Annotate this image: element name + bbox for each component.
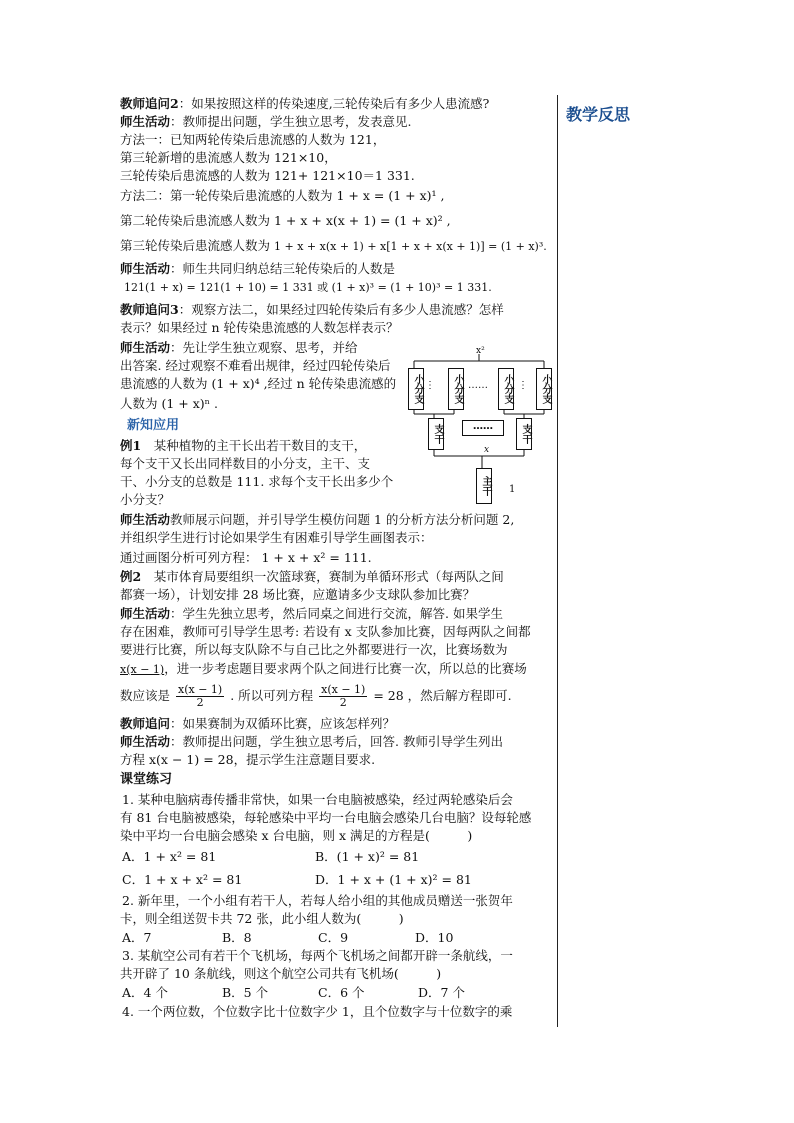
text: 第二轮传染后患流感人数为 xyxy=(120,213,271,228)
text: ：如果按照这样的传染速度,三轮传染后有多少人患流感? xyxy=(178,96,490,111)
x-squared-label: x² xyxy=(476,346,485,356)
method2-line2 xyxy=(120,213,451,229)
practice-1-option-b: B．(1 + x)² = 81 xyxy=(315,849,420,864)
text-post: ，然后解方程即可. xyxy=(407,688,512,703)
practice-3-option-a: A．4 个 xyxy=(122,985,168,1000)
practice-4-line1: 4. 一个两位数，个位数字比十位数字少 1，且个位数字与十位数字的乘 xyxy=(122,1004,513,1019)
branch-box-1: 支干 xyxy=(428,418,444,450)
one-label: 1 xyxy=(509,484,516,495)
text: 通过画图分析可列方程： xyxy=(120,550,258,565)
label: 例2 xyxy=(120,569,142,584)
text-post: ，提示学生注意题目要求. xyxy=(233,752,376,767)
sidebar-title: 教学反思 xyxy=(566,105,631,124)
text: ：观察方法二，如果经过四轮传染后有多少人患流感？怎样 xyxy=(178,302,504,317)
text: ：教师提出问题，学生独立思考，发表意见. xyxy=(170,114,412,129)
label: 教师追问3 xyxy=(120,302,179,317)
method1-line2: 第三轮新增的患流感人数为 121×10， xyxy=(120,150,337,165)
equation-rhs: = 28 xyxy=(373,688,404,703)
formula: x(x − 1) xyxy=(120,663,165,676)
numerator: x(x − 1) xyxy=(178,683,223,696)
activity-5-line5 xyxy=(120,683,512,709)
activity-5-line4 xyxy=(120,661,527,678)
formula: 1 + x + x² = 111. xyxy=(261,550,372,565)
text: 某市体育局要组织一次篮球赛，赛制为单循环形式（每两队之间 xyxy=(141,569,504,584)
label: 师生活动 xyxy=(120,512,171,527)
activity-5-line3: 要进行比赛，所以每支队除不与自己比之外都要进行一次，比赛场数为 xyxy=(120,642,508,657)
denominator: 2 xyxy=(196,696,204,709)
text: ：师生共同归纳总结三轮传染后的人数是 xyxy=(170,261,396,276)
example-1-line4: 小分支？ xyxy=(120,492,171,507)
small-branch-box-4: 小分支 xyxy=(536,368,552,410)
activity-3 xyxy=(120,340,358,356)
label: 师生活动 xyxy=(120,261,171,276)
formula: x(x − 1) = 28 xyxy=(149,752,234,767)
activity-4 xyxy=(120,512,514,528)
trunk-box: 主干 xyxy=(476,468,492,504)
method2-line1 xyxy=(120,188,444,204)
practice-3-line2: 共开辟了 10 条航线，则这个航空公司共有飞机场( ) xyxy=(120,966,442,981)
small-branch-box-2: 小分支 xyxy=(448,368,464,410)
activity-4-line3 xyxy=(120,550,372,566)
label: 例1 xyxy=(120,438,142,453)
text: ，进一步考虑题目要求两个队之间进行比赛一次，所以总的比赛场 xyxy=(164,661,527,676)
label: 师生活动 xyxy=(120,734,171,749)
practice-1-option-a: A．1 + x² = 81 xyxy=(122,849,217,864)
text: ：教师提出问题，学生独立思考后，回答. 教师引导学生列出 xyxy=(170,734,503,749)
practice-1-line2: 有 81 台电脑被感染，每轮感染中平均一台电脑会感染几台电脑？设每轮感 xyxy=(120,810,532,825)
teacher-question-2 xyxy=(120,96,489,112)
text: 第三轮传染后患流感人数为 xyxy=(120,238,271,253)
small-branch-box-3: 小分支 xyxy=(498,368,514,410)
activity-3-line2: 出答案. 经过观察不难看出规律，经过四轮传染后 xyxy=(120,358,391,373)
practice-2-option-b: B．8 xyxy=(222,930,252,945)
small-branch-box-1: 小分支 xyxy=(408,368,424,410)
label: 教师追问2 xyxy=(120,96,179,111)
dots-mid: …… xyxy=(468,380,488,391)
fraction xyxy=(176,684,224,709)
column-divider xyxy=(557,95,558,1027)
practice-2-line1: 2. 新年里，一个小组有若干人，若每人给小组的其他成员赠送一张贺年 xyxy=(122,893,513,908)
teacher-question-3 xyxy=(120,302,504,318)
text: ：学生先独立思考，然后同桌之间进行交流，解答. 如果学生 xyxy=(170,606,503,621)
fraction-2 xyxy=(319,684,367,709)
label: 师生活动 xyxy=(120,606,171,621)
branch-box-2: 支干 xyxy=(516,418,532,450)
practice-1-line3: 染中平均一台电脑会感染 x 台电脑，则 x 满足的方程是( ) xyxy=(120,828,473,843)
activity-4-line2: 并组织学生进行讨论如果学生有困难引导学生画图表示： xyxy=(120,530,433,545)
practice-2-option-d: D．10 xyxy=(415,930,454,945)
method1-line3: 三轮传染后患流感的人数为 121+ 121×10＝1 331. xyxy=(120,168,415,183)
example-1 xyxy=(120,438,366,454)
branch-tree-diagram xyxy=(404,346,556,510)
activity-6-line2 xyxy=(120,752,375,768)
label: 师生活动 xyxy=(120,114,171,129)
denominator: 2 xyxy=(339,696,347,709)
dots-2: ⋮ xyxy=(518,380,528,391)
practice-2-line2: 卡，则全组送贺卡共 72 张，此小组人数为( ) xyxy=(120,911,404,926)
numerator: x(x − 1) xyxy=(321,683,366,696)
activity-5 xyxy=(120,606,503,622)
activity-3-line4: 人数为 (1 + x)ⁿ . xyxy=(120,396,219,411)
label: 教师追问 xyxy=(120,716,171,731)
text: ：先让学生独立观察、思考，并给 xyxy=(170,340,358,355)
new-knowledge-heading: 新知应用 xyxy=(127,418,180,433)
practice-heading: 课堂练习 xyxy=(120,772,173,787)
activity-2 xyxy=(120,261,395,277)
activity-2-formula: 121(1 + x) = 121(1 + 10) = 1 331 或 (1 + x)³ = (1 + 10)³ = 1 331. xyxy=(124,281,492,294)
method2-line3 xyxy=(120,238,547,255)
activity-5-line2: 存在困难，教师可引导学生思考: 若设有 x 支队参加比赛，因每两队之间都 xyxy=(120,624,531,639)
activity-3-line3: 患流感的人数为 (1 + x)⁴ ,经过 n 轮传染患流感的 xyxy=(120,376,397,391)
x-label: x xyxy=(484,445,490,455)
practice-3-option-b: B．5 个 xyxy=(222,985,269,1000)
teacher-question-4 xyxy=(120,716,395,732)
method1-line1: 方法一：已知两轮传染后患流感的人数为 121， xyxy=(120,132,386,147)
text: 教师展示问题，并引导学生模仿问题 1 的分析方法分析问题 2, xyxy=(170,512,515,527)
practice-2-option-a: A．7 xyxy=(122,930,152,945)
text: 数应该是 xyxy=(120,688,171,703)
example-1-line2: 每个支干又长出同样数目的小分支，主干、支 xyxy=(120,456,371,471)
text: 方程 xyxy=(120,752,146,767)
formula: 1 + x + x(x + 1) = (1 + x)² , xyxy=(274,213,451,228)
formula: 1 + x = (1 + x)¹ , xyxy=(336,188,445,203)
text-mid: . 所以可列方程 xyxy=(230,688,314,703)
practice-1-option-c: C．1 + x + x² = 81 xyxy=(122,872,243,887)
dots-1: ⋮ xyxy=(425,380,435,391)
activity-1 xyxy=(120,114,412,130)
practice-3-line1: 3. 某航空公司有若干个飞机场，每两个飞机场之间都开辟一条航线，一 xyxy=(122,948,513,963)
activity-6 xyxy=(120,734,503,750)
formula: 1 + x + x(x + 1) + x[1 + x + x(x + 1)] = (1 + x)³. xyxy=(274,240,547,253)
text: 某种植物的主干长出若干数目的支干， xyxy=(141,438,367,453)
text: 方法二：第一轮传染后患流感的人数为 xyxy=(120,188,333,203)
example-2 xyxy=(120,569,504,585)
branch-dots-box: …… xyxy=(462,420,504,436)
teacher-question-3-line2: 表示？如果经过 n 轮传染患流感的人数怎样表示？ xyxy=(120,320,399,335)
example-1-line3: 干、小分支的总数是 111. 求每个支干长出多少个 xyxy=(120,474,394,489)
practice-1-option-d: D．1 + x + (1 + x)² = 81 xyxy=(315,872,472,887)
text: ：如果赛制为双循环比赛，应该怎样列？ xyxy=(170,716,396,731)
practice-3-option-d: D．7 个 xyxy=(418,985,465,1000)
practice-1-line1: 1. 某种电脑病毒传播非常快，如果一台电脑被感染，经过两轮感染后会 xyxy=(122,792,513,807)
label: 师生活动 xyxy=(120,340,171,355)
practice-2-option-c: C．9 xyxy=(318,930,349,945)
example-2-line2: 都赛一场），计划安排 28 场比赛，应邀请多少支球队参加比赛？ xyxy=(120,587,476,602)
practice-3-option-c: C．6 个 xyxy=(318,985,365,1000)
